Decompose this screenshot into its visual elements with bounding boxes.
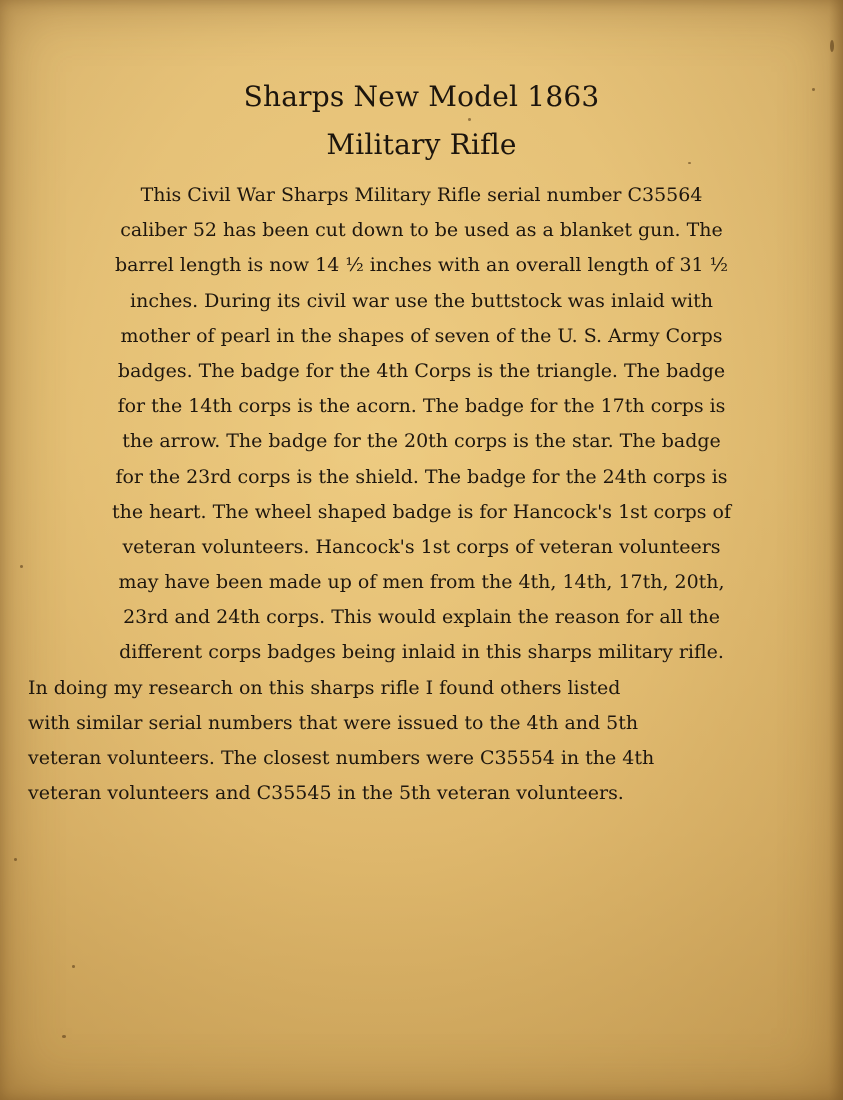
body-line: with similar serial numbers that were issued to the 4th and 5th (28, 711, 639, 734)
body-line: In doing my research on this sharps rifle I found others listed (28, 676, 621, 699)
body-line: for the 14th corps is the acorn. The badge for the 17th corps is (117, 395, 726, 418)
body-line: may have been made up of men from the 4th, 14th, 17th, 20th, (118, 571, 725, 594)
body-line: 23rd and 24th corps. This would explain the reason for all the (123, 606, 720, 629)
placard-title-line-2: Military Rifle (326, 128, 517, 161)
body-line: inches. During its civil war use the buttstock was inlaid with (130, 289, 713, 312)
body-line: veteran volunteers. Hancock's 1st corps of veteran volunteers (122, 535, 721, 558)
body-line: veteran volunteers. The closest numbers were C35554 in the 4th (28, 747, 655, 769)
body-line: badges. The badge for the 4th Corps is the triangle. The badge (117, 359, 726, 382)
body-line: the heart. The wheel shaped badge is for Hancock's 1st corps of (111, 500, 731, 523)
body-line: the arrow. The badge for the 20th corps is the star. The badge (122, 430, 721, 453)
paper-speck (72, 965, 75, 968)
body-line: This Civil War Sharps Military Rifle serial number C35564 (140, 184, 703, 206)
placard-body-text (0, 178, 843, 811)
placard-title-line-1: Sharps New Model 1863 (243, 80, 600, 113)
body-line: different corps badges being inlaid in this sharps military rifle. (119, 641, 724, 664)
paper-speck (62, 1035, 66, 1038)
paper-speck (14, 858, 17, 861)
body-line: caliber 52 has been cut down to be used as a blanket gun. The (120, 219, 723, 242)
body-line: for the 23rd corps is the shield. The badge for the 24th corps is (115, 465, 728, 488)
paper-speck (830, 40, 834, 52)
body-line: mother of pearl in the shapes of seven of the U. S. Army Corps (120, 324, 723, 347)
body-line: veteran volunteers and C35545 in the 5th veteran volunteers. (28, 782, 624, 805)
body-line: barrel length is now 14 ½ inches with an overall length of 31 ½ (114, 254, 729, 277)
